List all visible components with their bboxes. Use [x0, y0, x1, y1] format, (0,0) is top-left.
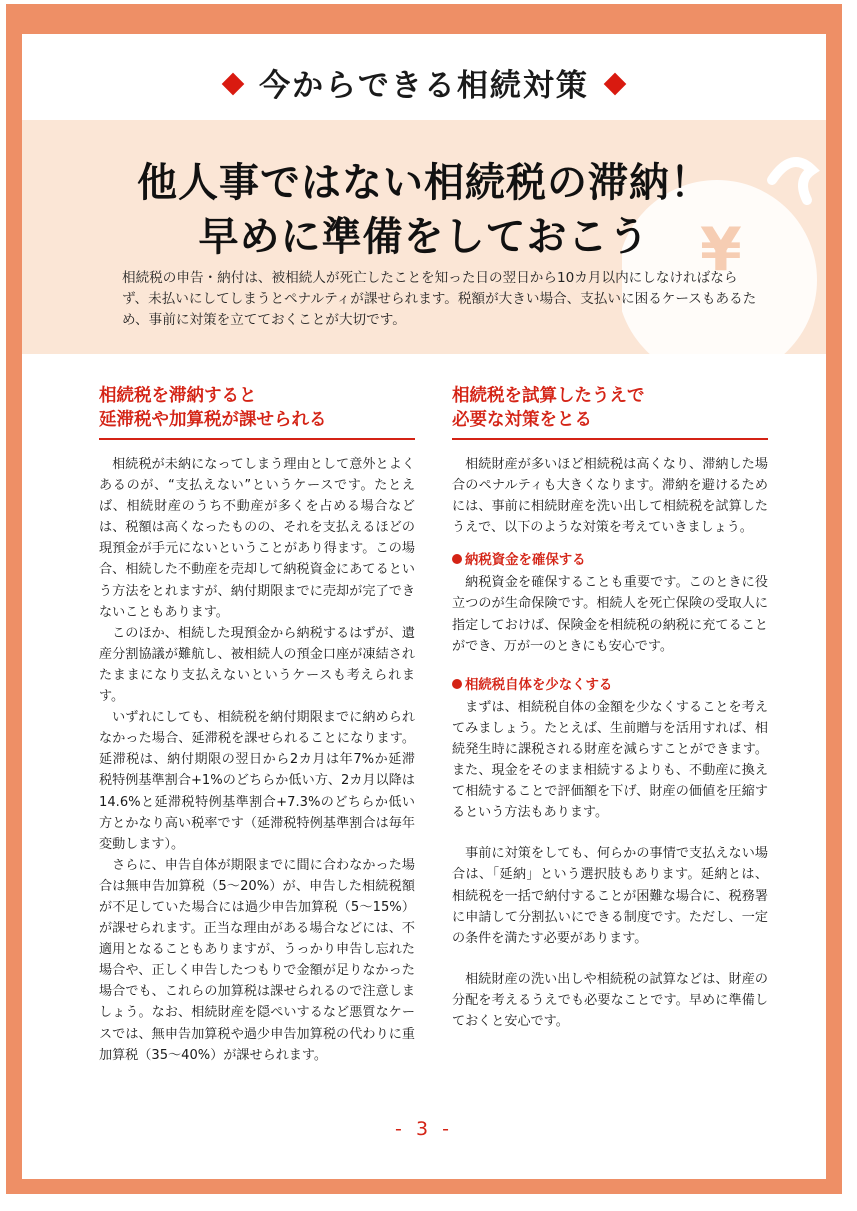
subheading-reduce-text: 相続税自体を少なくする	[465, 677, 613, 693]
intro-text: 相続税の申告・納付は、被相続人が死亡したことを知った日の翌日から10カ月以内にしなければならず、未払いにしてしまうとペナルティが課せられます。税額が大きい場合、支払いに困るケースもあるため、事前に対策を立てておくことが大切です。	[122, 270, 757, 328]
section-title-text: 今からできる相続対策	[259, 68, 589, 104]
bullet-icon	[452, 679, 462, 689]
left-paragraph: 相続税が未納になってしまう理由として意外とよくあるのが、“支払えない”というケースです。たとえば、相続財産のうち不動産が多くを占める場合などは、税額は高くなったものの、それを支払えるほどの現預金が手元にないということがあり得ます。この場合、相続した不動産を売却して納税資金にあてるという方法をとれますが、納付期限までに売却が完了できないこともあります。	[99, 457, 415, 620]
page-number: - 3 -	[395, 1118, 453, 1140]
page-frame	[6, 4, 842, 1194]
closing-paragraph: 相続財産の洗い出しや相続税の試算などは、財産の分配を考えるうえでも必要なことです。早めに準備しておくと安心です。	[452, 971, 768, 1029]
hero-band	[22, 120, 826, 354]
right-column	[452, 384, 768, 1032]
right-heading-line-2: 必要な対策をとる	[452, 410, 592, 430]
left-column	[99, 384, 415, 1066]
main-title-line-2: 早めに準備をしておこう	[198, 214, 650, 260]
page-content	[22, 34, 826, 1179]
right-heading-line-1: 相続税を試算したうえで	[452, 386, 645, 406]
subheading-funds-text: 納税資金を確保する	[465, 553, 586, 569]
funds-paragraph: 納税資金を確保することも重要です。このときに役立つのが生命保険です。相続人を死亡保険の受取人に指定しておけば、保険金を相続税の納税に充てることができ、万が一のときにも安心です。	[452, 575, 768, 654]
left-paragraph: いずれにしても、相続税を納付期限までに納められなかった場合、延滞税を課せられることになります。延滞税は、納付期限の翌日から2カ月は年7%か延滞税特例基準割合+1%のどちらか低い方、2カ月以降は14.6%と延滞税特例基準割合+7.3%のどちらか低い方とかなり高い税率です（延滞税特例基準割合は毎年変動します）。	[99, 710, 415, 852]
main-title-line-1: 他人事ではない相続税の滞納！	[137, 160, 711, 206]
deferral-paragraph: 事前に対策をしても、何らかの事情で支払えない場合は、「延納」という選択肢もあります。延納とは、相続税を一括で納付することが困難な場合に、税務署に申請して分割払いにできる制度です。ただし、一定の条件を満たす必要があります。	[452, 846, 768, 946]
section-title	[22, 60, 826, 105]
subheading-funds	[452, 550, 768, 572]
reduce-paragraph: まずは、相続税自体の金額を少なくすることを考えてみましょう。たとえば、生前贈与を活用すれば、相続発生時に課税される財産を減らすことができます。また、現金をそのまま相続するよりも、不動産に換えて相続することで評価額を下げ、財産の価値を圧縮するという方法もあります。	[452, 699, 768, 821]
left-heading-line-2: 延滞税や加算税が課せられる	[99, 410, 327, 430]
left-paragraph: さらに、申告自体が期限までに間に合わなかった場合は無申告加算税（5～20%）が、申告した相続税額が不足していた場合には過少申告加算税（5～15%）が課せられます。正当な理由がある場合などには、不適用となることもありますが、うっかり申告し忘れた場合や、正しく申告したつもりで金額が足りなかった場合でも、これらの加算税は課せられるので注意しましょう。なお、相続財産を隠ぺいするなど悪質なケースでは、無申告加算税や過少申告加算税の代わりに重加算税（35～40%）が課せられます。	[99, 857, 415, 1063]
main-title	[22, 156, 826, 264]
subheading-reduce	[452, 675, 768, 697]
right-column-heading	[452, 384, 768, 440]
bullet-icon	[452, 554, 462, 564]
left-heading-line-1: 相続税を滞納すると	[99, 386, 257, 406]
left-column-heading	[99, 384, 415, 440]
svg-text:¥: ¥	[700, 215, 742, 285]
diamond-icon	[222, 72, 245, 95]
right-intro-paragraph: 相続財産が多いほど相続税は高くなり、滞納した場合のペナルティも大きくなります。滞納を避けるためには、事前に相続財産を洗い出して相続税を試算したうえで、以下のような対策を考えていきましょう。	[452, 457, 768, 536]
diamond-icon	[604, 72, 627, 95]
left-paragraph: このほか、相続した現預金から納税するはずが、遺産分割協議が難航し、被相続人の預金口座が凍結されたままになり支払えないというケースも考えられます。	[99, 625, 415, 705]
